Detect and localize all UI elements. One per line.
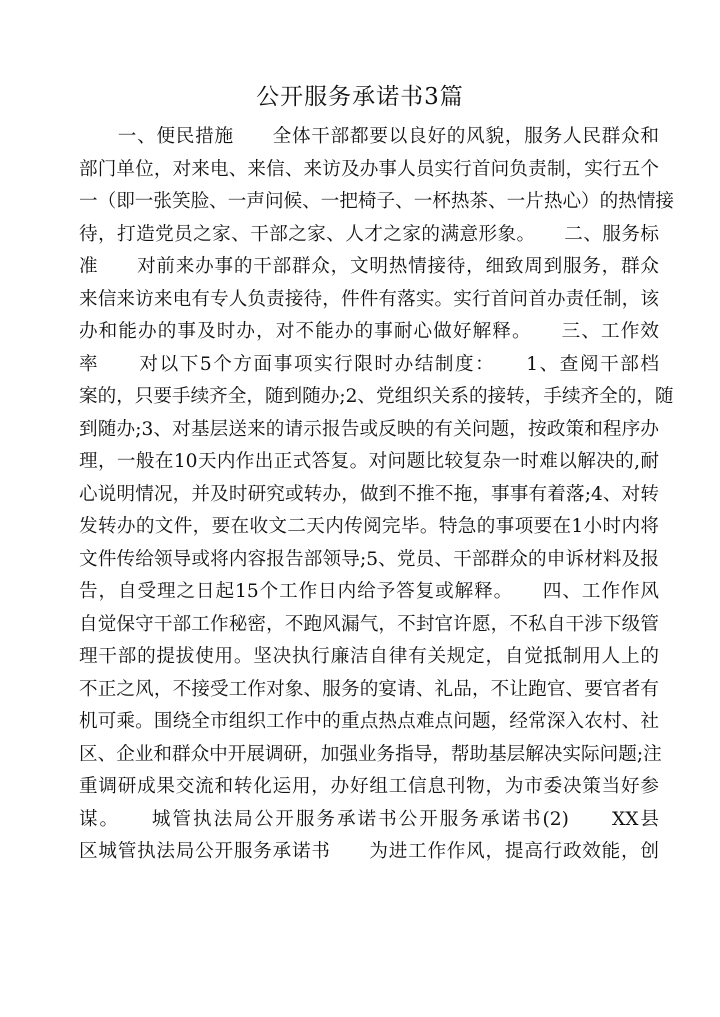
body-line: 来信来访来电有专人负责接待，件件有落实。实行首问首办责任制，该	[79, 288, 659, 310]
body-line: 准 对前来办事的干部群众，文明热情接待，细致周到服务，群众	[79, 256, 659, 277]
body-line: 不正之风，不接受工作对象、服务的宴请、礼品，不让跑官、要官者有	[79, 678, 659, 700]
body-line: 自觉保守干部工作秘密，不跑风漏气，不封官许愿，不私自干涉下级管	[79, 613, 659, 635]
document-body	[79, 121, 675, 869]
body-line: 文件传给领导或将内容报告部领导;5、党员、干部群众的申诉材料及报	[79, 548, 659, 570]
body-line: 告，自受理之日起15个工作日内给予答复或解释。 四、工作作风	[79, 581, 659, 602]
body-line: 心说明情况，并及时研究或转办，做到不推不拖，事事有着落;4、对转	[79, 483, 659, 505]
document-title: 公开服务承诺书3篇	[256, 84, 464, 110]
body-line: 理，一般在10天内作出正式答复。对问题比较复杂一时难以解决的,耐	[79, 451, 659, 472]
body-line: 办和能办的事及时办，对不能办的事耐心做好解释。 三、工作效	[79, 321, 659, 342]
body-line: 谋。 城管执法局公开服务承诺书公开服务承诺书(2) XX县	[79, 808, 659, 830]
body-line: 区、企业和群众中开展调研，加强业务指导，帮助基层解决实际问题;注	[79, 743, 662, 765]
body-line: 重调研成果交流和转化运用，办好组工信息刊物，为市委决策当好参	[79, 776, 659, 797]
body-line: 待，打造党员之家、干部之家、人才之家的满意形象。 二、服务标	[79, 223, 659, 245]
body-line: 一、便民措施 全体干部都要以良好的风貌，服务人民群众和	[79, 126, 659, 147]
body-line: 案的，只要手续齐全，随到随办;2、党组织关系的接转，手续齐全的，随	[79, 386, 674, 407]
body-line: 一（即一张笑脸、一声问候、一把椅子、一杯热茶、一片热心）的热情接	[79, 191, 675, 212]
body-line: 部门单位，对来电、来信、来访及办事人员实行首问负责制，实行五个	[79, 158, 659, 180]
body-line: 区城管执法局公开服务承诺书 为进工作作风，提高行政效能，创	[79, 841, 659, 862]
body-line: 机可乘。围绕全市组织工作中的重点热点难点问题，经常深入农村、社	[79, 711, 659, 732]
body-line: 理干部的提拔使用。坚决执行廉洁自律有关规定，自觉抵制用人上的	[79, 646, 659, 667]
body-line: 到随办;3、对基层送来的请示报告或反映的有关问题，按政策和程序办	[79, 418, 659, 440]
body-line: 率 对以下5个方面事项实行限时办结制度： 1、查阅干部档	[79, 353, 659, 375]
body-line: 发转办的文件，要在收文二天内传阅完毕。特急的事项要在1小时内将	[79, 516, 659, 537]
